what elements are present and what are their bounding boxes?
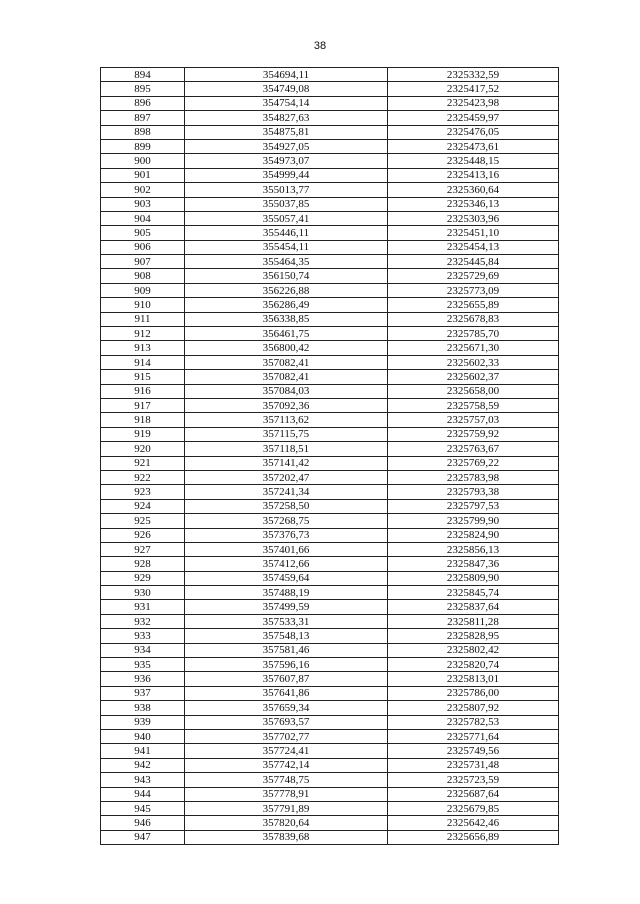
x-coordinate-cell: 357412,66 xyxy=(185,557,388,571)
x-coordinate-cell: 356800,42 xyxy=(185,341,388,355)
y-coordinate-cell: 2325459,97 xyxy=(388,111,559,125)
table-row xyxy=(101,312,559,326)
y-coordinate-cell: 2325771,64 xyxy=(388,729,559,743)
table-row xyxy=(101,298,559,312)
x-coordinate-cell: 354827,63 xyxy=(185,111,388,125)
x-coordinate-cell: 355446,11 xyxy=(185,226,388,240)
x-coordinate-cell: 354694,11 xyxy=(185,68,388,82)
point-number-cell: 945 xyxy=(101,801,185,815)
table-row xyxy=(101,183,559,197)
x-coordinate-cell: 357839,68 xyxy=(185,830,388,844)
point-number-cell: 943 xyxy=(101,773,185,787)
point-number-cell: 910 xyxy=(101,298,185,312)
y-coordinate-cell: 2325749,56 xyxy=(388,744,559,758)
table-row xyxy=(101,154,559,168)
table-row xyxy=(101,672,559,686)
table-row xyxy=(101,729,559,743)
y-coordinate-cell: 2325758,59 xyxy=(388,398,559,412)
point-number-cell: 938 xyxy=(101,701,185,715)
y-coordinate-cell: 2325448,15 xyxy=(388,154,559,168)
point-number-cell: 912 xyxy=(101,327,185,341)
table-row xyxy=(101,211,559,225)
y-coordinate-cell: 2325797,53 xyxy=(388,499,559,513)
y-coordinate-cell: 2325346,13 xyxy=(388,197,559,211)
table-row xyxy=(101,499,559,513)
point-number-cell: 944 xyxy=(101,787,185,801)
table-row xyxy=(101,96,559,110)
y-coordinate-cell: 2325763,67 xyxy=(388,442,559,456)
x-coordinate-cell: 357693,57 xyxy=(185,715,388,729)
y-coordinate-cell: 2325847,36 xyxy=(388,557,559,571)
x-coordinate-cell: 357820,64 xyxy=(185,816,388,830)
y-coordinate-cell: 2325303,96 xyxy=(388,211,559,225)
point-number-cell: 932 xyxy=(101,614,185,628)
point-number-cell: 909 xyxy=(101,283,185,297)
table-row xyxy=(101,370,559,384)
x-coordinate-cell: 356286,49 xyxy=(185,298,388,312)
point-number-cell: 924 xyxy=(101,499,185,513)
x-coordinate-cell: 357092,36 xyxy=(185,398,388,412)
x-coordinate-cell: 357548,13 xyxy=(185,629,388,643)
point-number-cell: 907 xyxy=(101,255,185,269)
x-coordinate-cell: 354927,05 xyxy=(185,139,388,153)
point-number-cell: 905 xyxy=(101,226,185,240)
point-number-cell: 922 xyxy=(101,470,185,484)
table-row xyxy=(101,168,559,182)
y-coordinate-cell: 2325445,84 xyxy=(388,255,559,269)
table-row xyxy=(101,614,559,628)
y-coordinate-cell: 2325413,16 xyxy=(388,168,559,182)
point-number-cell: 896 xyxy=(101,96,185,110)
point-number-cell: 915 xyxy=(101,370,185,384)
x-coordinate-cell: 357641,86 xyxy=(185,686,388,700)
x-coordinate-cell: 357376,73 xyxy=(185,528,388,542)
table-row xyxy=(101,485,559,499)
x-coordinate-cell: 357401,66 xyxy=(185,542,388,556)
y-coordinate-cell: 2325642,46 xyxy=(388,816,559,830)
y-coordinate-cell: 2325757,03 xyxy=(388,413,559,427)
point-number-cell: 923 xyxy=(101,485,185,499)
y-coordinate-cell: 2325602,33 xyxy=(388,355,559,369)
table-row xyxy=(101,773,559,787)
y-coordinate-cell: 2325423,98 xyxy=(388,96,559,110)
point-number-cell: 902 xyxy=(101,183,185,197)
x-coordinate-cell: 354973,07 xyxy=(185,154,388,168)
point-number-cell: 926 xyxy=(101,528,185,542)
table-row xyxy=(101,384,559,398)
y-coordinate-cell: 2325671,30 xyxy=(388,341,559,355)
x-coordinate-cell: 357268,75 xyxy=(185,514,388,528)
table-row xyxy=(101,139,559,153)
table-row xyxy=(101,542,559,556)
table-row xyxy=(101,226,559,240)
point-number-cell: 947 xyxy=(101,830,185,844)
point-number-cell: 929 xyxy=(101,571,185,585)
table-row xyxy=(101,341,559,355)
x-coordinate-cell: 357748,75 xyxy=(185,773,388,787)
table-row xyxy=(101,629,559,643)
point-number-cell: 942 xyxy=(101,758,185,772)
y-coordinate-cell: 2325417,52 xyxy=(388,82,559,96)
y-coordinate-cell: 2325769,22 xyxy=(388,456,559,470)
page-number: 38 xyxy=(313,40,327,52)
table-row xyxy=(101,68,559,82)
y-coordinate-cell: 2325332,59 xyxy=(388,68,559,82)
y-coordinate-cell: 2325828,95 xyxy=(388,629,559,643)
x-coordinate-cell: 357258,50 xyxy=(185,499,388,513)
y-coordinate-cell: 2325687,64 xyxy=(388,787,559,801)
point-number-cell: 928 xyxy=(101,557,185,571)
table-row xyxy=(101,571,559,585)
table-row xyxy=(101,355,559,369)
table-row xyxy=(101,283,559,297)
y-coordinate-cell: 2325602,37 xyxy=(388,370,559,384)
point-number-cell: 937 xyxy=(101,686,185,700)
table-row xyxy=(101,470,559,484)
y-coordinate-cell: 2325856,13 xyxy=(388,542,559,556)
x-coordinate-cell: 357082,41 xyxy=(185,370,388,384)
x-coordinate-cell: 355013,77 xyxy=(185,183,388,197)
table-row xyxy=(101,643,559,657)
y-coordinate-cell: 2325820,74 xyxy=(388,658,559,672)
point-number-cell: 901 xyxy=(101,168,185,182)
table-row xyxy=(101,816,559,830)
y-coordinate-cell: 2325793,38 xyxy=(388,485,559,499)
point-number-cell: 898 xyxy=(101,125,185,139)
table-row xyxy=(101,111,559,125)
point-number-cell: 899 xyxy=(101,139,185,153)
point-number-cell: 894 xyxy=(101,68,185,82)
point-number-cell: 939 xyxy=(101,715,185,729)
point-number-cell: 914 xyxy=(101,355,185,369)
x-coordinate-cell: 357118,51 xyxy=(185,442,388,456)
table-row xyxy=(101,197,559,211)
x-coordinate-cell: 357241,34 xyxy=(185,485,388,499)
y-coordinate-cell: 2325813,01 xyxy=(388,672,559,686)
x-coordinate-cell: 357533,31 xyxy=(185,614,388,628)
point-number-cell: 904 xyxy=(101,211,185,225)
table-row xyxy=(101,586,559,600)
x-coordinate-cell: 357724,41 xyxy=(185,744,388,758)
point-number-cell: 920 xyxy=(101,442,185,456)
table-row xyxy=(101,269,559,283)
y-coordinate-cell: 2325837,64 xyxy=(388,600,559,614)
point-number-cell: 908 xyxy=(101,269,185,283)
point-number-cell: 933 xyxy=(101,629,185,643)
point-number-cell: 940 xyxy=(101,729,185,743)
point-number-cell: 935 xyxy=(101,658,185,672)
table-row xyxy=(101,125,559,139)
x-coordinate-cell: 354999,44 xyxy=(185,168,388,182)
y-coordinate-cell: 2325476,05 xyxy=(388,125,559,139)
table-row xyxy=(101,758,559,772)
y-coordinate-cell: 2325773,09 xyxy=(388,283,559,297)
x-coordinate-cell: 357702,77 xyxy=(185,729,388,743)
x-coordinate-cell: 355464,35 xyxy=(185,255,388,269)
point-number-cell: 936 xyxy=(101,672,185,686)
x-coordinate-cell: 356150,74 xyxy=(185,269,388,283)
x-coordinate-cell: 357791,89 xyxy=(185,801,388,815)
y-coordinate-cell: 2325729,69 xyxy=(388,269,559,283)
y-coordinate-cell: 2325785,70 xyxy=(388,327,559,341)
point-number-cell: 917 xyxy=(101,398,185,412)
point-number-cell: 931 xyxy=(101,600,185,614)
x-coordinate-cell: 355454,11 xyxy=(185,240,388,254)
table-row xyxy=(101,442,559,456)
y-coordinate-cell: 2325811,28 xyxy=(388,614,559,628)
x-coordinate-cell: 354749,08 xyxy=(185,82,388,96)
table-row xyxy=(101,801,559,815)
table-row xyxy=(101,715,559,729)
x-coordinate-cell: 356338,85 xyxy=(185,312,388,326)
y-coordinate-cell: 2325759,92 xyxy=(388,427,559,441)
point-number-cell: 918 xyxy=(101,413,185,427)
y-coordinate-cell: 2325731,48 xyxy=(388,758,559,772)
point-number-cell: 895 xyxy=(101,82,185,96)
y-coordinate-cell: 2325451,10 xyxy=(388,226,559,240)
point-number-cell: 921 xyxy=(101,456,185,470)
x-coordinate-cell: 357141,42 xyxy=(185,456,388,470)
x-coordinate-cell: 354754,14 xyxy=(185,96,388,110)
x-coordinate-cell: 357581,46 xyxy=(185,643,388,657)
y-coordinate-cell: 2325802,42 xyxy=(388,643,559,657)
x-coordinate-cell: 357115,75 xyxy=(185,427,388,441)
table-row xyxy=(101,413,559,427)
y-coordinate-cell: 2325783,98 xyxy=(388,470,559,484)
table-row xyxy=(101,658,559,672)
x-coordinate-cell: 354875,81 xyxy=(185,125,388,139)
table-row xyxy=(101,528,559,542)
y-coordinate-cell: 2325782,53 xyxy=(388,715,559,729)
table-row xyxy=(101,600,559,614)
table-row xyxy=(101,514,559,528)
point-number-cell: 941 xyxy=(101,744,185,758)
y-coordinate-cell: 2325656,89 xyxy=(388,830,559,844)
x-coordinate-cell: 357596,16 xyxy=(185,658,388,672)
point-number-cell: 927 xyxy=(101,542,185,556)
point-number-cell: 911 xyxy=(101,312,185,326)
x-coordinate-cell: 357459,64 xyxy=(185,571,388,585)
point-number-cell: 934 xyxy=(101,643,185,657)
y-coordinate-cell: 2325360,64 xyxy=(388,183,559,197)
x-coordinate-cell: 357742,14 xyxy=(185,758,388,772)
table-row xyxy=(101,240,559,254)
point-number-cell: 919 xyxy=(101,427,185,441)
point-number-cell: 900 xyxy=(101,154,185,168)
y-coordinate-cell: 2325799,90 xyxy=(388,514,559,528)
x-coordinate-cell: 357202,47 xyxy=(185,470,388,484)
y-coordinate-cell: 2325809,90 xyxy=(388,571,559,585)
y-coordinate-cell: 2325678,83 xyxy=(388,312,559,326)
table-row xyxy=(101,456,559,470)
x-coordinate-cell: 355037,85 xyxy=(185,197,388,211)
coordinates-table xyxy=(100,67,559,845)
table-row xyxy=(101,398,559,412)
point-number-cell: 897 xyxy=(101,111,185,125)
point-number-cell: 913 xyxy=(101,341,185,355)
coordinates-table-body xyxy=(101,68,559,845)
y-coordinate-cell: 2325786,00 xyxy=(388,686,559,700)
table-row xyxy=(101,427,559,441)
x-coordinate-cell: 357607,87 xyxy=(185,672,388,686)
table-row xyxy=(101,686,559,700)
x-coordinate-cell: 355057,41 xyxy=(185,211,388,225)
point-number-cell: 925 xyxy=(101,514,185,528)
table-row xyxy=(101,327,559,341)
x-coordinate-cell: 357488,19 xyxy=(185,586,388,600)
y-coordinate-cell: 2325473,61 xyxy=(388,139,559,153)
x-coordinate-cell: 357499,59 xyxy=(185,600,388,614)
table-row xyxy=(101,255,559,269)
y-coordinate-cell: 2325824,90 xyxy=(388,528,559,542)
table-row xyxy=(101,557,559,571)
table-row xyxy=(101,787,559,801)
y-coordinate-cell: 2325723,59 xyxy=(388,773,559,787)
x-coordinate-cell: 357082,41 xyxy=(185,355,388,369)
table-row xyxy=(101,744,559,758)
y-coordinate-cell: 2325679,85 xyxy=(388,801,559,815)
y-coordinate-cell: 2325454,13 xyxy=(388,240,559,254)
point-number-cell: 906 xyxy=(101,240,185,254)
x-coordinate-cell: 357659,34 xyxy=(185,701,388,715)
point-number-cell: 930 xyxy=(101,586,185,600)
table-row xyxy=(101,701,559,715)
y-coordinate-cell: 2325807,92 xyxy=(388,701,559,715)
x-coordinate-cell: 356461,75 xyxy=(185,327,388,341)
point-number-cell: 903 xyxy=(101,197,185,211)
x-coordinate-cell: 356226,88 xyxy=(185,283,388,297)
table-row xyxy=(101,830,559,844)
x-coordinate-cell: 357778,91 xyxy=(185,787,388,801)
y-coordinate-cell: 2325658,00 xyxy=(388,384,559,398)
table-row xyxy=(101,82,559,96)
x-coordinate-cell: 357113,62 xyxy=(185,413,388,427)
y-coordinate-cell: 2325655,89 xyxy=(388,298,559,312)
point-number-cell: 946 xyxy=(101,816,185,830)
y-coordinate-cell: 2325845,74 xyxy=(388,586,559,600)
x-coordinate-cell: 357084,03 xyxy=(185,384,388,398)
point-number-cell: 916 xyxy=(101,384,185,398)
